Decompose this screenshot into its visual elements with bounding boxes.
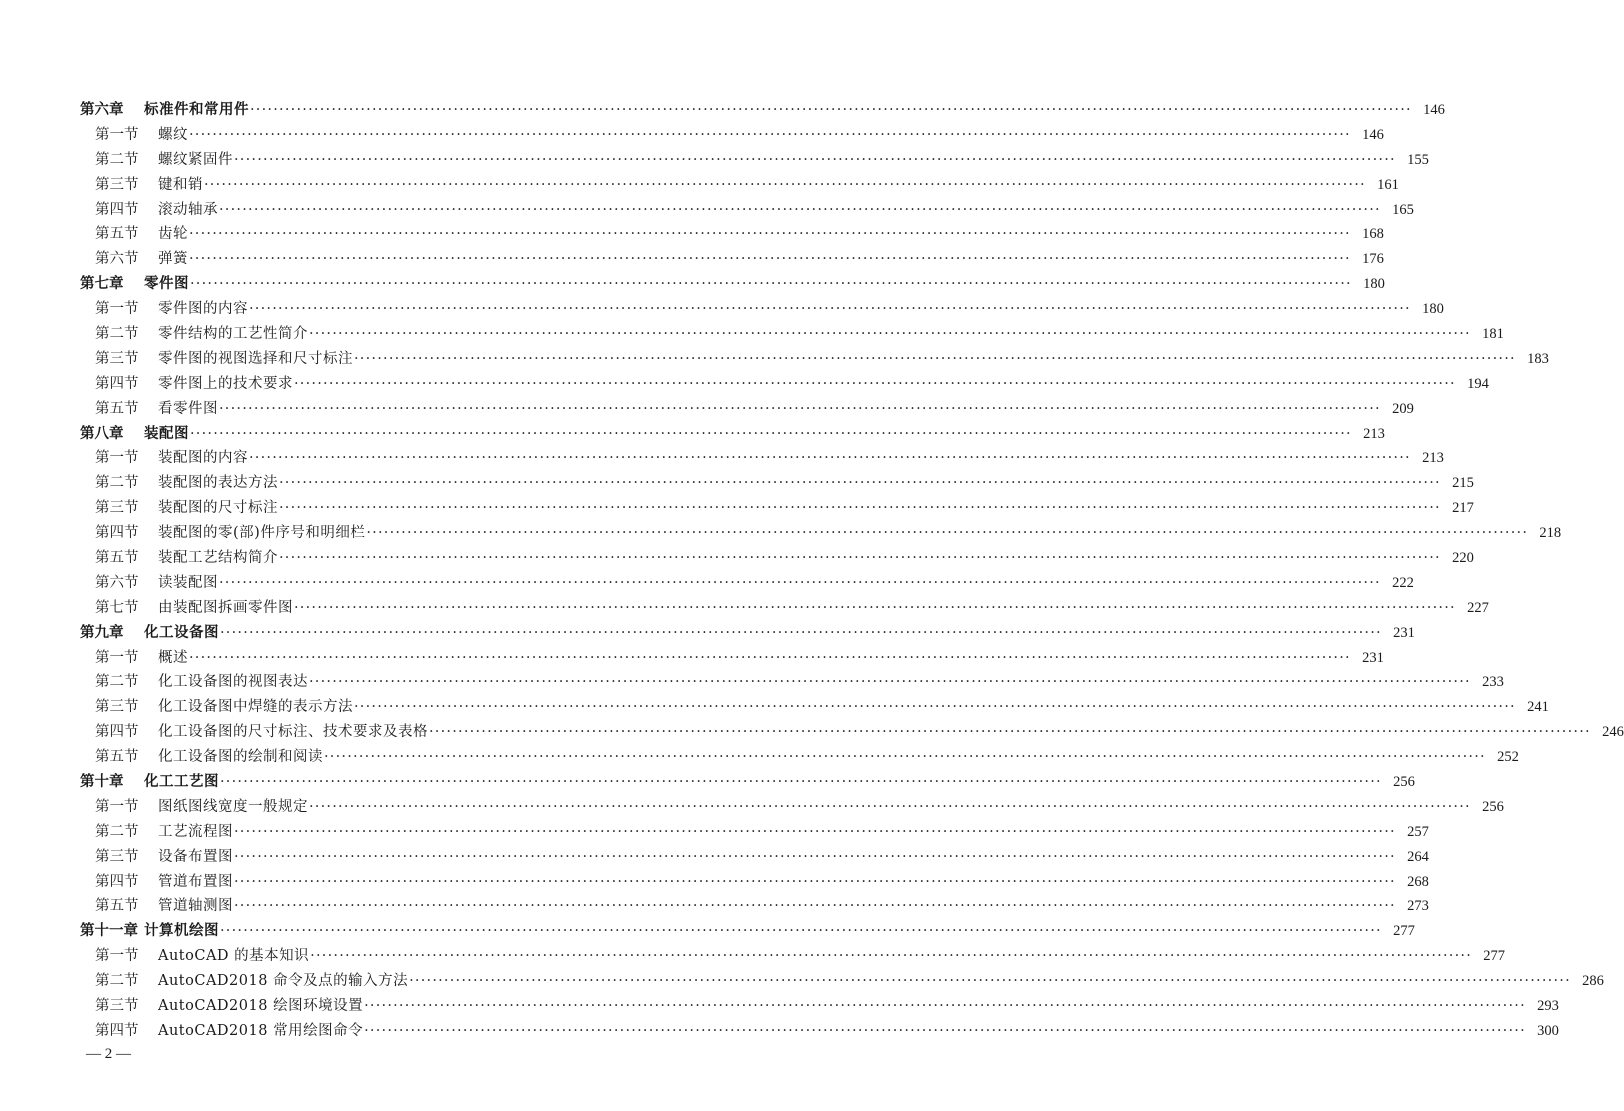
dot-leader: ········································································································································································································ [190, 276, 1352, 293]
section-title: 螺纹紧固件 [158, 151, 233, 168]
dot-leader: ········································································································································································································ [354, 350, 1516, 367]
toc-section-entry [80, 247, 1384, 272]
dot-leader: ········································································································································································································ [309, 674, 1471, 691]
section-number: 第一节 [95, 301, 139, 318]
dot-leader: ········································································································································································································ [220, 774, 1382, 791]
section-title: 化工设备图的视图表达 [158, 674, 308, 691]
section-number: 第三节 [95, 350, 139, 367]
page-number: 233 [1482, 674, 1504, 691]
toc-section-entry [80, 322, 1504, 347]
page-number: 176 [1362, 251, 1384, 268]
chapter-title: 标准件和常用件 [144, 101, 249, 118]
page-number: 257 [1407, 823, 1429, 840]
section-number: 第四节 [95, 375, 139, 392]
dot-leader: ········································································································································································································ [219, 400, 1381, 417]
section-title: 装配图的尺寸标注 [158, 500, 278, 517]
page-number: 146 [1362, 126, 1384, 143]
section-number: 第二节 [95, 475, 139, 492]
section-number: 第五节 [95, 749, 139, 766]
page-number: 227 [1467, 599, 1489, 616]
dot-leader: ········································································································································································································ [409, 973, 1571, 990]
section-title: 由装配图拆画零件图 [158, 599, 293, 616]
section-number: 第四节 [95, 1022, 139, 1039]
toc-section-entry [80, 372, 1489, 397]
dot-leader: ········································································································································································································ [279, 500, 1441, 517]
toc-section-entry [80, 222, 1384, 247]
section-number: 第一节 [95, 126, 139, 143]
section-title: 读装配图 [158, 574, 218, 591]
page-number: 293 [1537, 998, 1559, 1015]
toc-chapter-entry [80, 621, 1415, 646]
chapter-title: 计算机绘图 [144, 923, 219, 940]
page-number: 161 [1377, 176, 1399, 193]
page-number: 180 [1363, 276, 1385, 293]
dot-leader: ········································································································································································································ [234, 873, 1396, 890]
page-number: 181 [1482, 326, 1504, 342]
dot-leader: ········································································································································································································ [234, 848, 1396, 865]
section-title: 螺纹 [158, 126, 188, 143]
dot-leader: ········································································································································································································ [234, 151, 1396, 168]
page-number: 256 [1482, 798, 1504, 815]
toc-section-entry [80, 521, 1562, 546]
section-number: 第三节 [95, 176, 139, 193]
section-number: 第四节 [95, 525, 139, 542]
toc-section-entry [80, 795, 1504, 820]
section-number: 第二节 [95, 326, 139, 342]
toc-section-entry [80, 969, 1604, 994]
page-number: 300 [1537, 1022, 1559, 1039]
page-number: 218 [1539, 525, 1562, 542]
section-number: 第三节 [95, 998, 139, 1015]
dot-leader: ········································································································································································································ [309, 798, 1471, 815]
dot-leader: ········································································································································································································ [279, 475, 1441, 492]
chapter-number: 第六章 [80, 101, 124, 118]
section-title: AutoCAD2018 命令及点的输入方法 [158, 973, 409, 990]
toc-section-entry [80, 397, 1414, 422]
section-number: 第一节 [95, 450, 139, 467]
toc-section-entry [80, 173, 1399, 198]
page-number: 183 [1527, 350, 1549, 367]
section-title: 化工设备图的绘制和阅读 [158, 749, 323, 766]
table-of-contents [80, 98, 1624, 1044]
section-number: 第二节 [95, 823, 139, 840]
section-title: 化工设备图的尺寸标注、技术要求及表格 [158, 724, 428, 741]
toc-chapter-entry [80, 272, 1385, 297]
dot-leader: ········································································································································································································ [294, 599, 1456, 616]
page-number: 180 [1422, 301, 1444, 318]
section-title: 装配图的内容 [158, 450, 248, 467]
toc-section-entry [80, 720, 1624, 745]
chapter-number: 第十一章 [80, 923, 138, 940]
dot-leader: ········································································································································································································ [204, 176, 1366, 193]
section-title: 管道布置图 [158, 873, 233, 890]
toc-chapter-entry [80, 770, 1415, 795]
toc-chapter-entry [80, 422, 1385, 447]
dot-leader: ········································································································································································································ [249, 450, 1411, 467]
dot-leader: ········································································································································································································ [219, 201, 1381, 218]
page-number: 241 [1527, 699, 1549, 716]
dot-leader: ········································································································································································································ [429, 724, 1591, 741]
section-title: AutoCAD2018 常用绘图命令 [158, 1022, 364, 1039]
section-title: 工艺流程图 [158, 823, 233, 840]
page-number: 231 [1362, 649, 1384, 666]
toc-section-entry [80, 745, 1519, 770]
dot-leader: ········································································································································································································ [250, 101, 1412, 118]
page-number: 268 [1407, 873, 1429, 890]
section-number: 第六节 [95, 251, 139, 268]
section-title: 管道轴测图 [158, 898, 233, 915]
dot-leader: ········································································································································································································ [219, 574, 1381, 591]
chapter-title: 化工设备图 [144, 624, 219, 641]
toc-section-entry [80, 1019, 1559, 1044]
page-number: 217 [1452, 500, 1474, 517]
chapter-number: 第十章 [80, 774, 124, 791]
toc-section-entry [80, 670, 1504, 695]
section-number: 第一节 [95, 948, 139, 965]
dot-leader: ········································································································································································································ [234, 898, 1396, 915]
page-number: 277 [1483, 948, 1505, 965]
dot-leader: ········································································································································································································ [189, 126, 1351, 143]
toc-section-entry [80, 820, 1429, 845]
section-title: 看零件图 [158, 400, 218, 417]
section-title: AutoCAD 的基本知识 [158, 948, 310, 965]
page-number: 273 [1407, 898, 1429, 915]
chapter-title: 零件图 [144, 276, 189, 293]
section-title: 装配工艺结构简介 [158, 550, 278, 567]
section-number: 第二节 [95, 973, 139, 990]
page-number: 215 [1452, 475, 1474, 492]
section-number: 第一节 [95, 649, 139, 666]
dot-leader: ········································································································································································································ [354, 699, 1516, 716]
chapter-number: 第七章 [80, 276, 124, 293]
toc-section-entry [80, 994, 1559, 1019]
section-number: 第四节 [95, 873, 139, 890]
section-title: 齿轮 [158, 226, 188, 243]
toc-section-entry [80, 870, 1429, 895]
dot-leader: ········································································································································································································ [294, 375, 1456, 392]
section-number: 第五节 [95, 898, 139, 915]
section-title: 装配图的零(部)件序号和明细栏 [158, 525, 366, 542]
section-title: 零件图的视图选择和尺寸标注 [158, 350, 353, 367]
toc-section-entry [80, 571, 1414, 596]
dot-leader: ········································································································································································································ [189, 226, 1351, 243]
page-number-footer: — 2 — [86, 1046, 131, 1062]
section-number: 第一节 [95, 798, 139, 815]
section-number: 第五节 [95, 226, 139, 243]
page-number: 277 [1393, 923, 1415, 940]
section-number: 第五节 [95, 550, 139, 567]
page-number: 222 [1392, 574, 1414, 591]
page-number: 286 [1582, 973, 1604, 990]
section-title: AutoCAD2018 绘图环境设置 [158, 998, 364, 1015]
page-number: 168 [1362, 226, 1384, 243]
section-number: 第七节 [95, 599, 139, 616]
section-title: 零件图上的技术要求 [158, 375, 293, 392]
page-number: 155 [1407, 151, 1429, 168]
page-number: 246 [1602, 724, 1624, 741]
toc-section-entry [80, 297, 1444, 322]
page-number: 146 [1423, 101, 1445, 118]
toc-section-entry [80, 446, 1444, 471]
page-number: 256 [1393, 774, 1415, 791]
dot-leader: ········································································································································································································ [190, 425, 1352, 442]
toc-section-entry [80, 596, 1489, 621]
section-number: 第五节 [95, 400, 139, 417]
chapter-number: 第八章 [80, 425, 124, 442]
dot-leader: ········································································································································································································ [310, 948, 1472, 965]
section-title: 装配图的表达方法 [158, 475, 278, 492]
dot-leader: ········································································································································································································ [309, 326, 1471, 342]
dot-leader: ········································································································································································································ [249, 301, 1411, 318]
section-title: 弹簧 [158, 251, 188, 268]
dot-leader: ········································································································································································································ [366, 525, 1529, 542]
toc-section-entry [80, 845, 1429, 870]
toc-section-entry [80, 471, 1474, 496]
section-title: 设备布置图 [158, 848, 233, 865]
dot-leader: ········································································································································································································ [234, 823, 1396, 840]
toc-section-entry [80, 695, 1549, 720]
section-title: 零件结构的工艺性简介 [158, 326, 308, 342]
section-title: 化工设备图中焊缝的表示方法 [158, 699, 353, 716]
toc-section-entry [80, 347, 1549, 372]
toc-section-entry [80, 546, 1474, 571]
page-number: 165 [1392, 201, 1414, 218]
dot-leader: ········································································································································································································ [279, 550, 1441, 567]
section-number: 第三节 [95, 848, 139, 865]
section-title: 概述 [158, 649, 188, 666]
section-title: 键和销 [158, 176, 203, 193]
section-number: 第二节 [95, 674, 139, 691]
chapter-title: 装配图 [144, 425, 189, 442]
page-number: 209 [1392, 400, 1414, 417]
toc-section-entry [80, 944, 1505, 969]
chapter-number: 第九章 [80, 624, 124, 641]
dot-leader: ········································································································································································································ [364, 1022, 1526, 1039]
page-number: 252 [1497, 749, 1519, 766]
toc-chapter-entry [80, 919, 1415, 944]
dot-leader: ········································································································································································································ [324, 749, 1486, 766]
page-number: 264 [1407, 848, 1429, 865]
page-number: 220 [1452, 550, 1474, 567]
dot-leader: ········································································································································································································ [220, 624, 1382, 641]
toc-section-entry [80, 198, 1414, 223]
page-number: 194 [1467, 375, 1489, 392]
dot-leader: ········································································································································································································ [189, 649, 1351, 666]
toc-section-entry [80, 148, 1429, 173]
section-number: 第四节 [95, 724, 139, 741]
toc-section-entry [80, 496, 1474, 521]
dot-leader: ········································································································································································································ [220, 923, 1382, 940]
page-number: 213 [1422, 450, 1444, 467]
section-title: 图纸图线宽度一般规定 [158, 798, 308, 815]
section-number: 第三节 [95, 500, 139, 517]
toc-section-entry [80, 646, 1384, 671]
toc-section-entry [80, 895, 1429, 920]
section-number: 第六节 [95, 574, 139, 591]
section-number: 第二节 [95, 151, 139, 168]
page-number: 231 [1393, 624, 1415, 641]
dot-leader: ········································································································································································································ [189, 251, 1351, 268]
section-title: 零件图的内容 [158, 301, 248, 318]
section-title: 滚动轴承 [158, 201, 218, 218]
chapter-title: 化工工艺图 [144, 774, 219, 791]
page-number: 213 [1363, 425, 1385, 442]
toc-section-entry [80, 123, 1384, 148]
dot-leader: ········································································································································································································ [364, 998, 1526, 1015]
section-number: 第四节 [95, 201, 139, 218]
section-number: 第三节 [95, 699, 139, 716]
toc-chapter-entry [80, 98, 1445, 123]
